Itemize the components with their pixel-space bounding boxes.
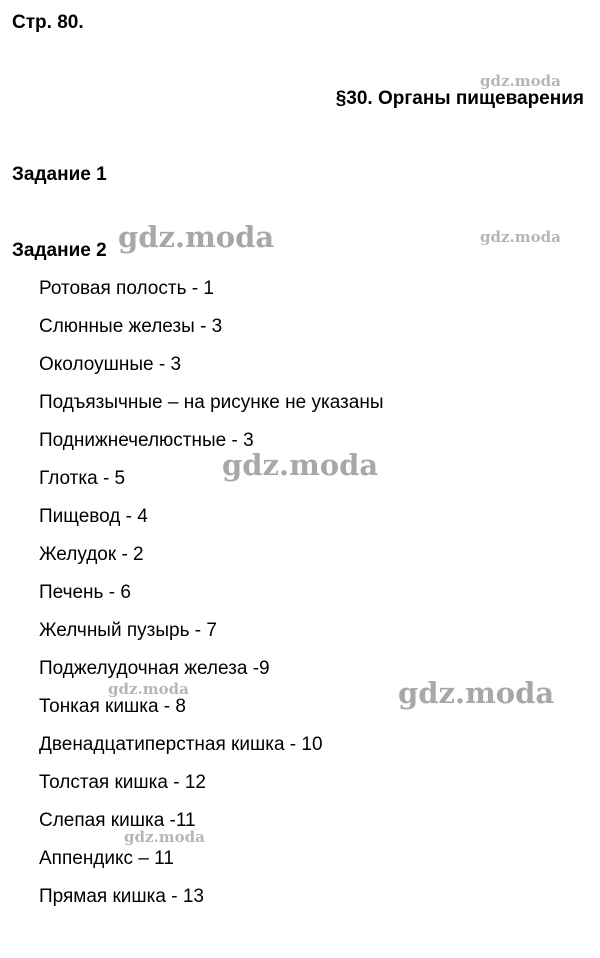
answer-item: Толстая кишка - 12 <box>39 772 206 793</box>
answer-item: Поджелудочная железа -9 <box>39 658 270 679</box>
answer-item: Желчный пузырь - 7 <box>39 620 217 641</box>
answer-item: Прямая кишка - 13 <box>39 886 204 907</box>
watermark-logo: gdz.moda <box>124 828 205 846</box>
answer-item: Печень - 6 <box>39 582 131 603</box>
section-title: §30. Органы пищеварения <box>335 88 584 109</box>
answer-item: Подъязычные – на рисунке не указаны <box>39 392 384 413</box>
answer-item: Глотка - 5 <box>39 468 126 489</box>
watermark-logo: gdz.moda <box>108 680 189 698</box>
answer-item: Слепая кишка -11 <box>39 810 196 831</box>
answer-item: Слюнные железы - 3 <box>39 316 223 337</box>
answer-list <box>39 278 383 924</box>
answer-item: Поднижнечелюстные - 3 <box>39 430 254 451</box>
watermark-logo: gdz.moda <box>398 676 555 710</box>
page-label: Стр. 80. <box>12 12 84 33</box>
watermark-logo: gdz.moda <box>480 228 561 246</box>
task-1-heading: Задание 1 <box>12 164 107 185</box>
answer-item: Тонкая кишка - 8 <box>39 696 186 717</box>
task-2-heading: Задание 2 <box>12 240 107 261</box>
watermark-logo: gdz.moda <box>222 448 379 482</box>
answer-item: Пищевод - 4 <box>39 506 148 527</box>
answer-item: Ротовая полость - 1 <box>39 278 214 299</box>
watermark-logo: gdz.moda <box>118 220 275 254</box>
answer-item: Аппендикс – 11 <box>39 848 174 869</box>
answer-item: Околоушные - 3 <box>39 354 182 375</box>
watermark-logo: gdz.moda <box>480 72 561 90</box>
answer-item: Двенадцатиперстная кишка - 10 <box>39 734 323 755</box>
answer-item: Желудок - 2 <box>39 544 144 565</box>
